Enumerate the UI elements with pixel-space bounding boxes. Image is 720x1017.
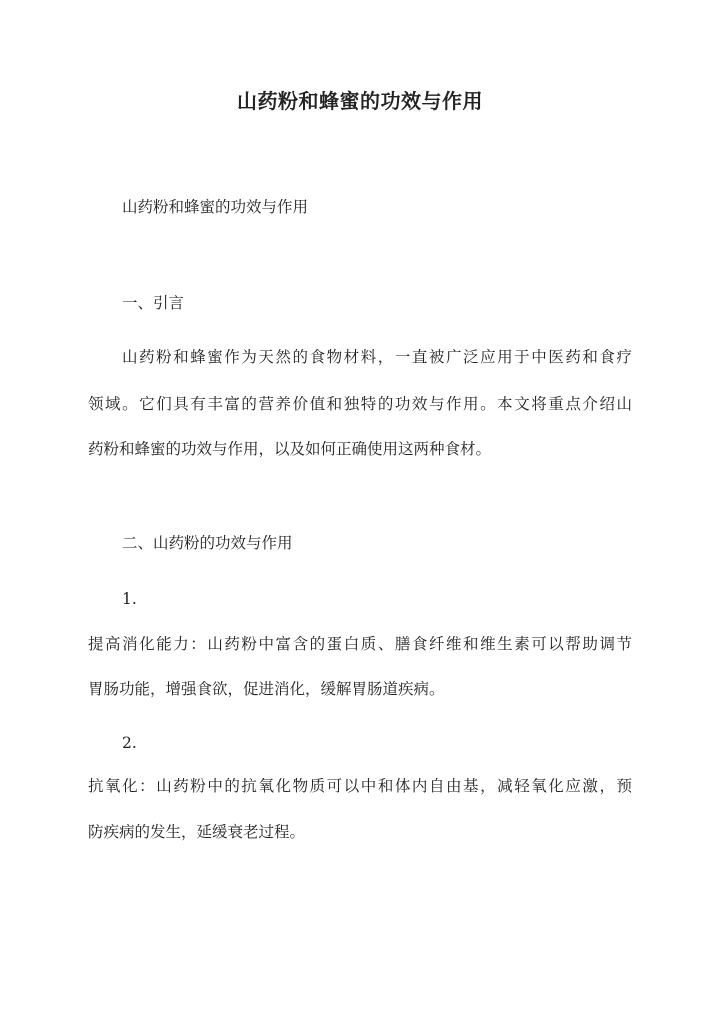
section-heading-introduction: 一、引言 <box>122 294 185 312</box>
list-item-line: 提高消化能力：山药粉中富含的蛋白质、膳食纤维和维生素可以帮助调节 <box>88 635 632 653</box>
document-title: 山药粉和蜂蜜的功效与作用 <box>237 89 483 113</box>
list-item-number: 2. <box>122 734 137 752</box>
paragraph-line: 领域。它们具有丰富的营养价值和独特的功效与作用。本文将重点介绍山 <box>88 395 632 413</box>
list-item-line: 抗氧化：山药粉中的抗氧化物质可以中和体内自由基，减轻氧化应激，预 <box>88 777 632 795</box>
document-subtitle: 山药粉和蜂蜜的功效与作用 <box>122 198 309 216</box>
list-item-line: 胃肠功能，增强食欲，促进消化，缓解胃肠道疾病。 <box>88 680 445 698</box>
list-item-line: 防疾病的发生，延缓衰老过程。 <box>88 823 306 841</box>
list-item-number: 1. <box>122 590 137 608</box>
paragraph-line: 药粉和蜂蜜的功效与作用，以及如何正确使用这两种食材。 <box>88 440 492 458</box>
section-heading-yam-powder: 二、山药粉的功效与作用 <box>122 534 293 552</box>
paragraph-line: 山药粉和蜂蜜作为天然的食物材料，一直被广泛应用于中医药和食疗 <box>122 348 632 366</box>
